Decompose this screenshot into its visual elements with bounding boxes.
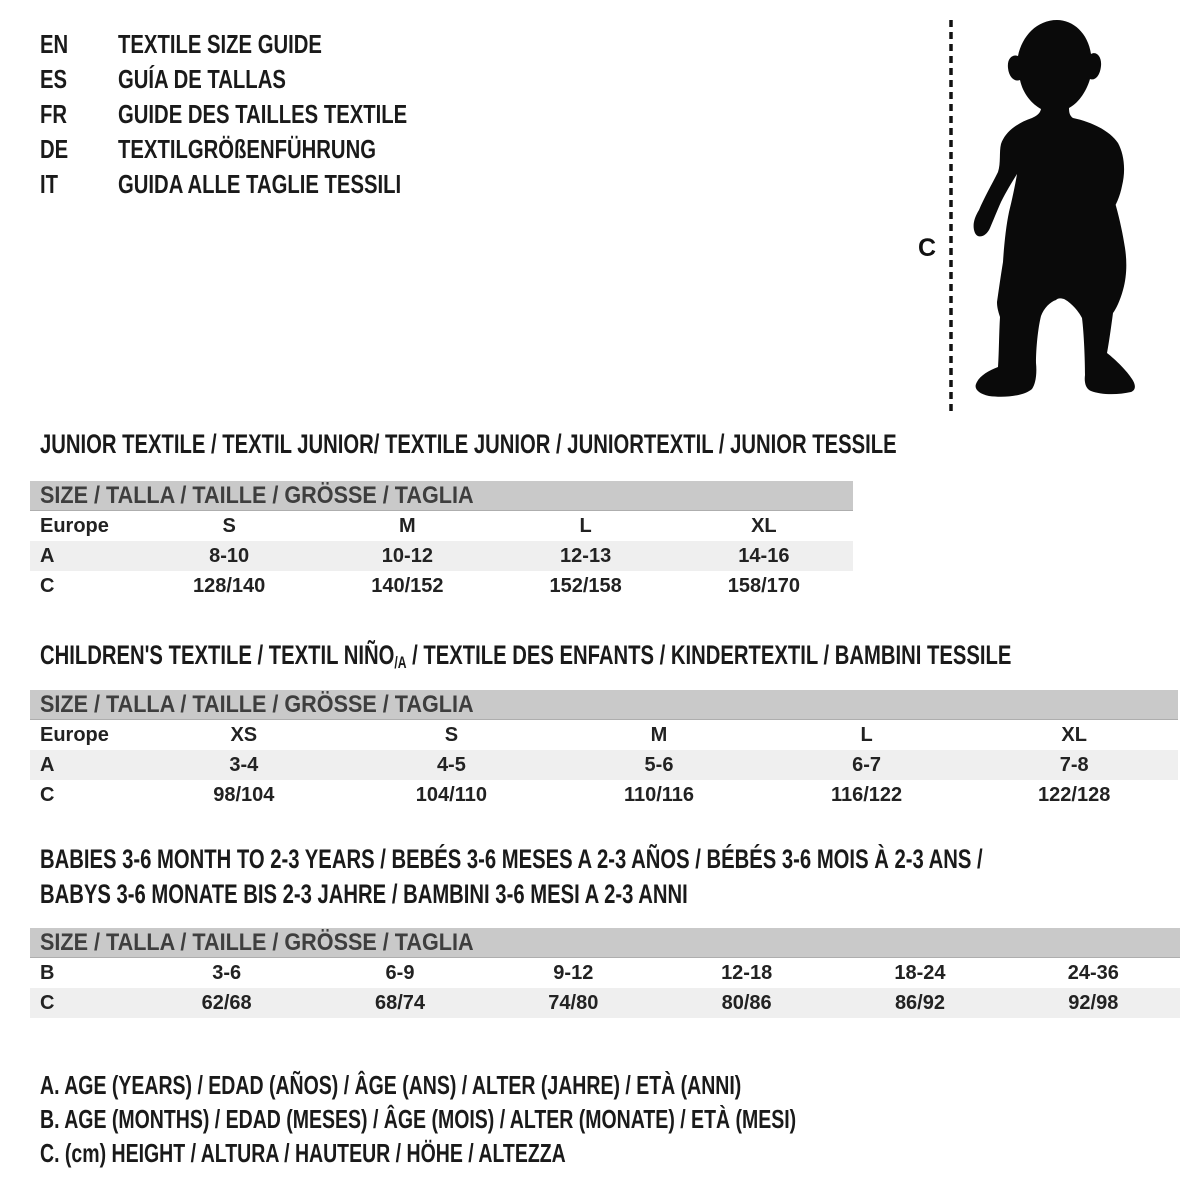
table-row — [30, 958, 1180, 988]
table-cell: 5-6 — [644, 753, 674, 776]
language-code: FR — [40, 99, 68, 129]
language-code: DE — [40, 134, 69, 164]
table-cell: 116/122 — [830, 783, 903, 806]
table-cell: M — [650, 723, 668, 746]
language-code: IT — [40, 169, 59, 199]
table-row — [30, 541, 853, 571]
table-cell: 74/80 — [548, 991, 599, 1014]
table-cell: 14-16 — [738, 544, 790, 567]
table-cell: M — [399, 514, 416, 537]
size-header-bar — [30, 481, 853, 511]
babies-title-line2-text: BABYS 3-6 MONATE BIS 2-3 JAHRE / BAMBINI 3-6 MESI A 2-3 ANNI — [40, 879, 688, 909]
table-row — [30, 750, 1178, 780]
table-cell: 122/128 — [1038, 783, 1111, 806]
legend-line-a-text: A. AGE (YEARS) / EDAD (AÑOS) / ÂGE (ANS) / ALTER (JAHRE) / ETÀ (ANNI) — [40, 1070, 742, 1100]
table-cell: S — [222, 514, 236, 537]
language-label: TEXTILE SIZE GUIDE — [118, 29, 322, 59]
legend-line-a — [40, 1070, 975, 1100]
table-cell: 68/74 — [374, 991, 426, 1014]
size-header-label: SIZE / TALLA / TAILLE / GRÖSSE / TAGLIA — [40, 690, 474, 718]
baby-silhouette-icon — [974, 20, 1135, 397]
measure-c-label: C — [918, 234, 937, 262]
babies-size-table — [30, 928, 1180, 1018]
baby-height-figure — [900, 14, 1150, 424]
legend-line-b — [40, 1104, 1048, 1134]
table-cell: 158/170 — [727, 574, 801, 597]
table-cell: 140/152 — [371, 574, 444, 597]
table-cell: L — [860, 723, 873, 746]
baby-figure-svg — [900, 14, 1150, 424]
table-cell: 3-4 — [229, 753, 259, 776]
children-table-body — [30, 720, 1178, 810]
table-cell: 12-18 — [721, 961, 773, 984]
junior-section-title-text: JUNIOR TEXTILE / TEXTIL JUNIOR/ TEXTILE JUNIOR / JUNIORTEXTIL / JUNIOR TESSILE — [40, 429, 897, 459]
language-row — [40, 27, 489, 62]
table-row — [30, 511, 853, 541]
size-header-bar — [30, 690, 1178, 720]
language-title-block — [40, 27, 489, 202]
row-label: C — [40, 783, 55, 806]
size-header-label: SIZE / TALLA / TAILLE / GRÖSSE / TAGLIA — [40, 481, 474, 509]
size-header-label: SIZE / TALLA / TAILLE / GRÖSSE / TAGLIA — [40, 928, 474, 956]
babies-section-title-line2 — [40, 879, 904, 910]
language-label: GUÍA DE TALLAS — [118, 64, 286, 94]
junior-table-body — [30, 511, 853, 601]
legend-line-c — [40, 1138, 741, 1168]
table-cell: 10-12 — [381, 544, 433, 567]
row-label: B — [40, 961, 55, 984]
table-cell: 24-36 — [1067, 961, 1119, 984]
row-label: C — [40, 574, 55, 597]
language-label: GUIDE DES TAILLES TEXTILE — [118, 99, 408, 129]
language-label: GUIDA ALLE TAGLIE TESSILI — [118, 169, 402, 199]
language-code: EN — [40, 29, 69, 59]
table-cell: 98/104 — [213, 783, 275, 806]
size-header-bar — [30, 928, 1180, 958]
table-cell: 3-6 — [212, 961, 242, 984]
language-code: ES — [40, 64, 68, 94]
table-cell: 110/116 — [623, 783, 695, 806]
language-row — [40, 132, 489, 167]
table-cell: 152/158 — [549, 574, 622, 597]
children-title-post: / TEXTILE DES ENFANTS / KINDERTEXTIL / BAMBINI TESSILE — [406, 640, 1012, 670]
babies-title-line1-text: BABIES 3-6 MONTH TO 2-3 YEARS / BEBÉS 3-6 MESES A 2-3 AÑOS / BÉBÉS 3-6 MOIS À 2-3 ANS / — [40, 844, 983, 874]
table-cell: 62/68 — [201, 991, 252, 1014]
table-cell: 128/140 — [192, 574, 266, 597]
table-cell: 12-13 — [560, 544, 612, 567]
table-row — [30, 720, 1178, 750]
babies-table-body — [30, 958, 1180, 1018]
language-row — [40, 167, 489, 202]
table-cell: XS — [230, 723, 258, 746]
children-size-table — [30, 690, 1178, 810]
row-label: Europe — [40, 514, 109, 537]
table-cell: 80/86 — [721, 991, 772, 1014]
language-row — [40, 62, 489, 97]
table-row — [30, 571, 853, 601]
table-cell: 6-7 — [852, 753, 882, 776]
table-row — [30, 780, 1178, 810]
legend-line-c-text: C. (cm) HEIGHT / ALTURA / HAUTEUR / HÖHE / ALTEZZA — [40, 1138, 566, 1168]
table-cell: 18-24 — [894, 961, 946, 984]
table-cell: 4-5 — [436, 753, 466, 776]
table-cell: S — [444, 723, 459, 746]
table-cell: XL — [1061, 723, 1087, 746]
table-row — [30, 988, 1180, 1018]
table-cell: 7-8 — [1059, 753, 1089, 776]
table-cell: 9-12 — [553, 961, 594, 984]
row-label: A — [40, 544, 55, 567]
table-cell: L — [579, 514, 592, 537]
table-cell: 104/110 — [415, 783, 487, 806]
children-title-pre: CHILDREN'S TEXTILE / TEXTIL NIÑO — [40, 640, 395, 670]
children-section-title — [40, 640, 1200, 675]
junior-section-title — [40, 429, 1182, 460]
table-cell: 92/98 — [1068, 991, 1119, 1014]
children-title-sub: /A — [394, 653, 407, 672]
table-cell: 6-9 — [385, 961, 415, 984]
babies-section-title-line1 — [40, 844, 1200, 875]
row-label: A — [40, 753, 55, 776]
table-cell: 8-10 — [209, 544, 250, 567]
language-row — [40, 97, 489, 132]
row-label: Europe — [40, 723, 109, 746]
junior-size-table — [30, 481, 853, 601]
table-cell: XL — [751, 514, 777, 537]
children-section-title-text — [40, 640, 1011, 675]
legend-line-b-text: B. AGE (MONTHS) / EDAD (MESES) / ÂGE (MOIS) / ALTER (MONATE) / ETÀ (MESI) — [40, 1104, 797, 1134]
language-label: TEXTILGRÖßENFÜHRUNG — [118, 134, 376, 164]
row-label: C — [40, 991, 55, 1014]
table-cell: 86/92 — [894, 991, 945, 1014]
